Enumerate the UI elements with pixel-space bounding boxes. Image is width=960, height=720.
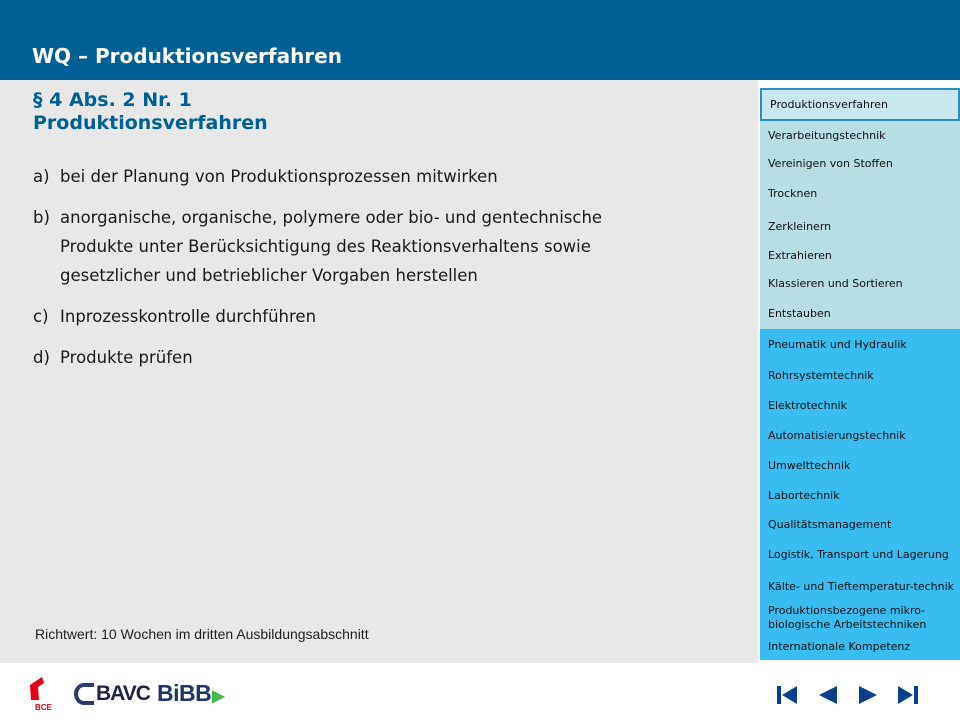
item-label: d) [33,348,50,367]
sidebar-item-zerkleinern[interactable]: Zerkleinern [760,212,960,242]
item-label: c) [33,307,49,326]
sidebar-nav [760,88,960,660]
sidebar-item-automatisierungstechnik[interactable]: Automatisierungstechnik [760,420,960,451]
sidebar-item-labortechnik[interactable]: Labortechnik [760,481,960,511]
svg-text:BCE: BCE [35,703,52,712]
list-item [33,203,733,290]
sidebar-item-mikrobiologie[interactable]: Produktionsbezogene mikro-biologische Arbeitstechniken [760,602,960,633]
first-icon[interactable] [776,685,798,705]
sidebar-item-logistik[interactable]: Logistik, Transport und Lagerung [760,538,960,571]
sidebar-item-entstauben[interactable]: Entstauben [760,298,960,329]
sidebar-item-pneumatik[interactable]: Pneumatik und Hydraulik [760,329,960,360]
sidebar-item-extrahieren[interactable]: Extrahieren [760,242,960,270]
sidebar-item-qualitaetsmanagement[interactable]: Qualitätsmanagement [760,511,960,538]
sidebar-item-kaeltetechnik[interactable]: Kälte- und Tieftemperatur-technik [760,571,960,602]
bavc-mark-icon [74,683,94,705]
content-panel [0,80,758,663]
item-list [33,162,733,384]
section-title [33,89,268,135]
item-text [60,302,733,331]
footer-bar [0,663,960,720]
bibb-logo: BiBB▶ [157,680,225,706]
bavc-logo-text: BAVC [96,682,150,705]
item-line: gesetzlicher und betrieblicher Vorgaben herstellen [60,266,478,285]
item-label: a) [33,167,50,186]
item-text [60,162,733,191]
item-line: anorganische, organische, polymere oder bio- und gentechnische [60,208,603,227]
sidebar-item-klassieren[interactable]: Klassieren und Sortieren [760,270,960,298]
item-text [60,203,733,290]
item-line: Inprozesskontrolle durchführen [60,307,317,326]
item-line: Produkte unter Berücksichtigung des Reaktionsverhaltens sowie [60,237,591,256]
item-line: Produkte prüfen [60,348,193,367]
sidebar-item-rohrsystemtechnik[interactable]: Rohrsystemtechnik [760,360,960,391]
igbce-logo [26,675,54,713]
prev-icon[interactable] [817,685,839,705]
sidebar-item-produktionsverfahren[interactable]: Produktionsverfahren [760,88,960,121]
page-title: WQ – Produktionsverfahren [32,44,342,68]
last-icon[interactable] [897,685,919,705]
bibb-logo-text: BiBB [157,680,212,706]
item-text [60,343,733,372]
list-item [33,302,733,331]
sidebar-item-internationale-kompetenz[interactable]: Internationale Kompetenz [760,633,960,660]
list-item [33,343,733,372]
section-title-line2: Produktionsverfahren [33,112,268,134]
sidebar-item-umwelttechnik[interactable]: Umwelttechnik [760,451,960,481]
item-label: b) [33,208,50,227]
next-icon[interactable] [857,685,879,705]
footnote: Richtwert: 10 Wochen im dritten Ausbildungsabschnitt [35,626,369,642]
item-line: bei der Planung von Produktionsprozessen mitwirken [60,167,498,186]
list-item [33,162,733,191]
sidebar-item-elektrotechnik[interactable]: Elektrotechnik [760,391,960,420]
bavc-logo [74,680,150,708]
sidebar-item-verarbeitungstechnik[interactable]: Verarbeitungstechnik [760,121,960,151]
header-bar [0,0,960,80]
section-title-line1: § 4 Abs. 2 Nr. 1 [33,89,192,111]
sidebar-item-vereinigen[interactable]: Vereinigen von Stoffen [760,151,960,176]
sidebar-item-trocknen[interactable]: Trocknen [760,176,960,212]
